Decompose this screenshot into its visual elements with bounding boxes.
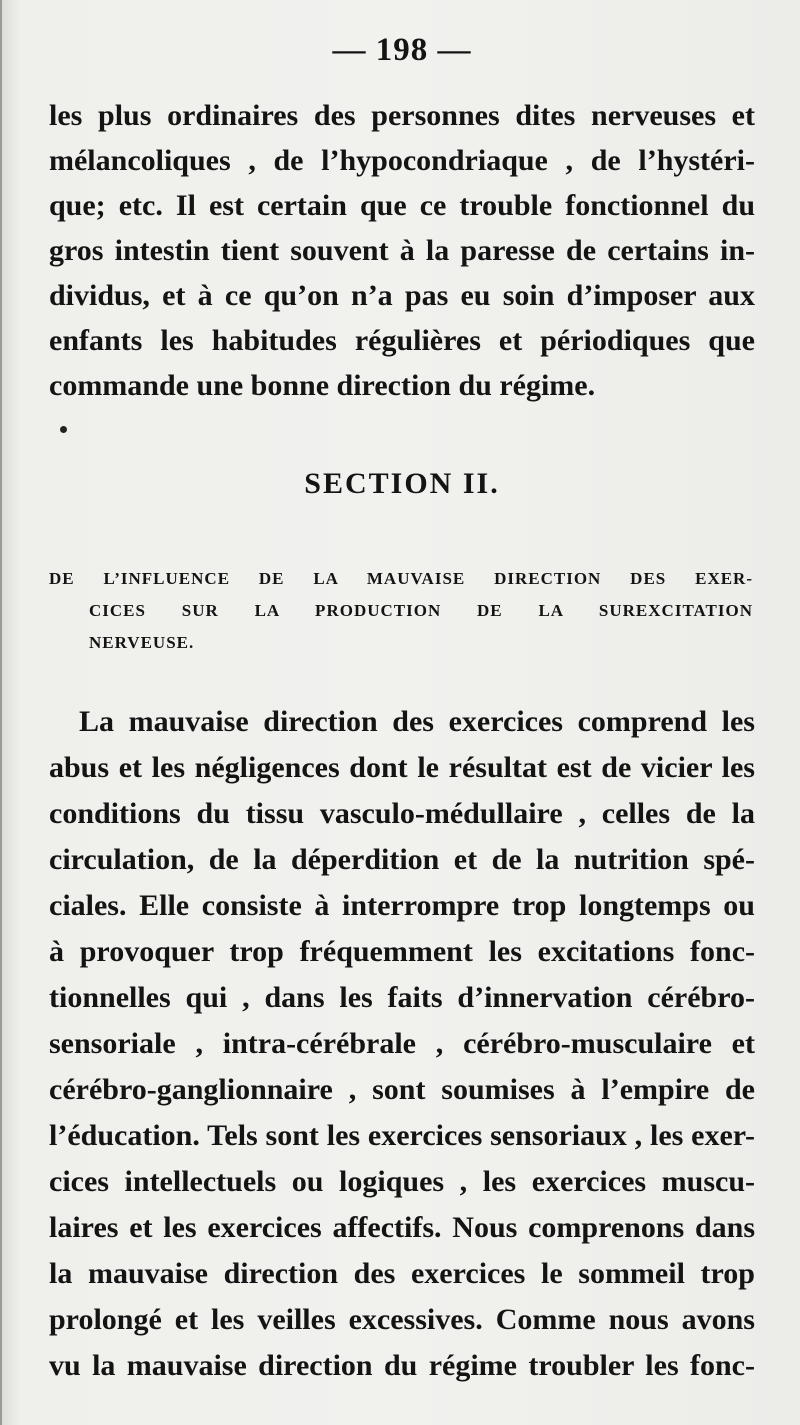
text-line: enfants les habitudes régulières et périodiques que <box>49 324 755 357</box>
subtitle-line: NERVEUSE. <box>89 633 195 652</box>
text-line: gros intestin tient souvent à la paresse de certains in- <box>49 234 755 267</box>
text-line: dividus, et à ce qu’on n’a pas eu soin d’imposer aux <box>49 279 755 312</box>
section-heading: SECTION II. <box>304 467 500 500</box>
text-line: que; etc. Il est certain que ce trouble fonctionnel du <box>49 189 755 222</box>
text-line: conditions du tissu vasculo-médullaire , celles de la <box>49 797 755 830</box>
text-line: commande une bonne direction du régime. <box>49 369 596 402</box>
text-line: vu la mauvaise direction du régime troubler les fonc- <box>49 1349 755 1382</box>
text-line: La mauvaise direction des exercices comprend les <box>79 705 755 738</box>
text-line: la mauvaise direction des exercices le sommeil trop <box>49 1257 755 1290</box>
text-line: à provoquer trop fréquemment les excitations fonc- <box>49 935 755 968</box>
text-line: mélancoliques , de l’hypocondriaque , de l’hystéri- <box>49 144 755 177</box>
text-line: tionnelles qui , dans les faits d’innervation cérébro- <box>49 981 755 1014</box>
text-line: ciales. Elle consiste à interrompre trop longtemps ou <box>49 889 755 922</box>
text-line: sensoriale , intra-cérébrale , cérébro-musculaire et <box>49 1027 755 1060</box>
subtitle-line: DE L’INFLUENCE DE LA MAUVAISE DIRECTION DES EXER- <box>49 569 753 588</box>
text-line: prolongé et les veilles excessives. Comme nous avons <box>49 1303 755 1336</box>
stray-mark <box>60 426 67 433</box>
text-line: l’éducation. Tels sont les exercices sensoriaux , les exer- <box>49 1119 755 1152</box>
subtitle-line: CICES SUR LA PRODUCTION DE LA SUREXCITATION <box>89 601 753 620</box>
text-line: laires et les exercices affectifs. Nous comprenons dans <box>49 1211 755 1244</box>
text-line: les plus ordinaires des personnes dites nerveuses et <box>49 99 755 132</box>
text-line: abus et les négligences dont le résultat est de vicier les <box>49 751 755 784</box>
text-line: circulation, de la déperdition et de la nutrition spé- <box>49 843 755 876</box>
text-line: cices intellectuels ou logiques , les exercices muscu- <box>49 1165 755 1198</box>
text-line: cérébro-ganglionnaire , sont soumises à l’empire de <box>49 1073 755 1106</box>
page-number: — 198 — <box>332 32 472 68</box>
